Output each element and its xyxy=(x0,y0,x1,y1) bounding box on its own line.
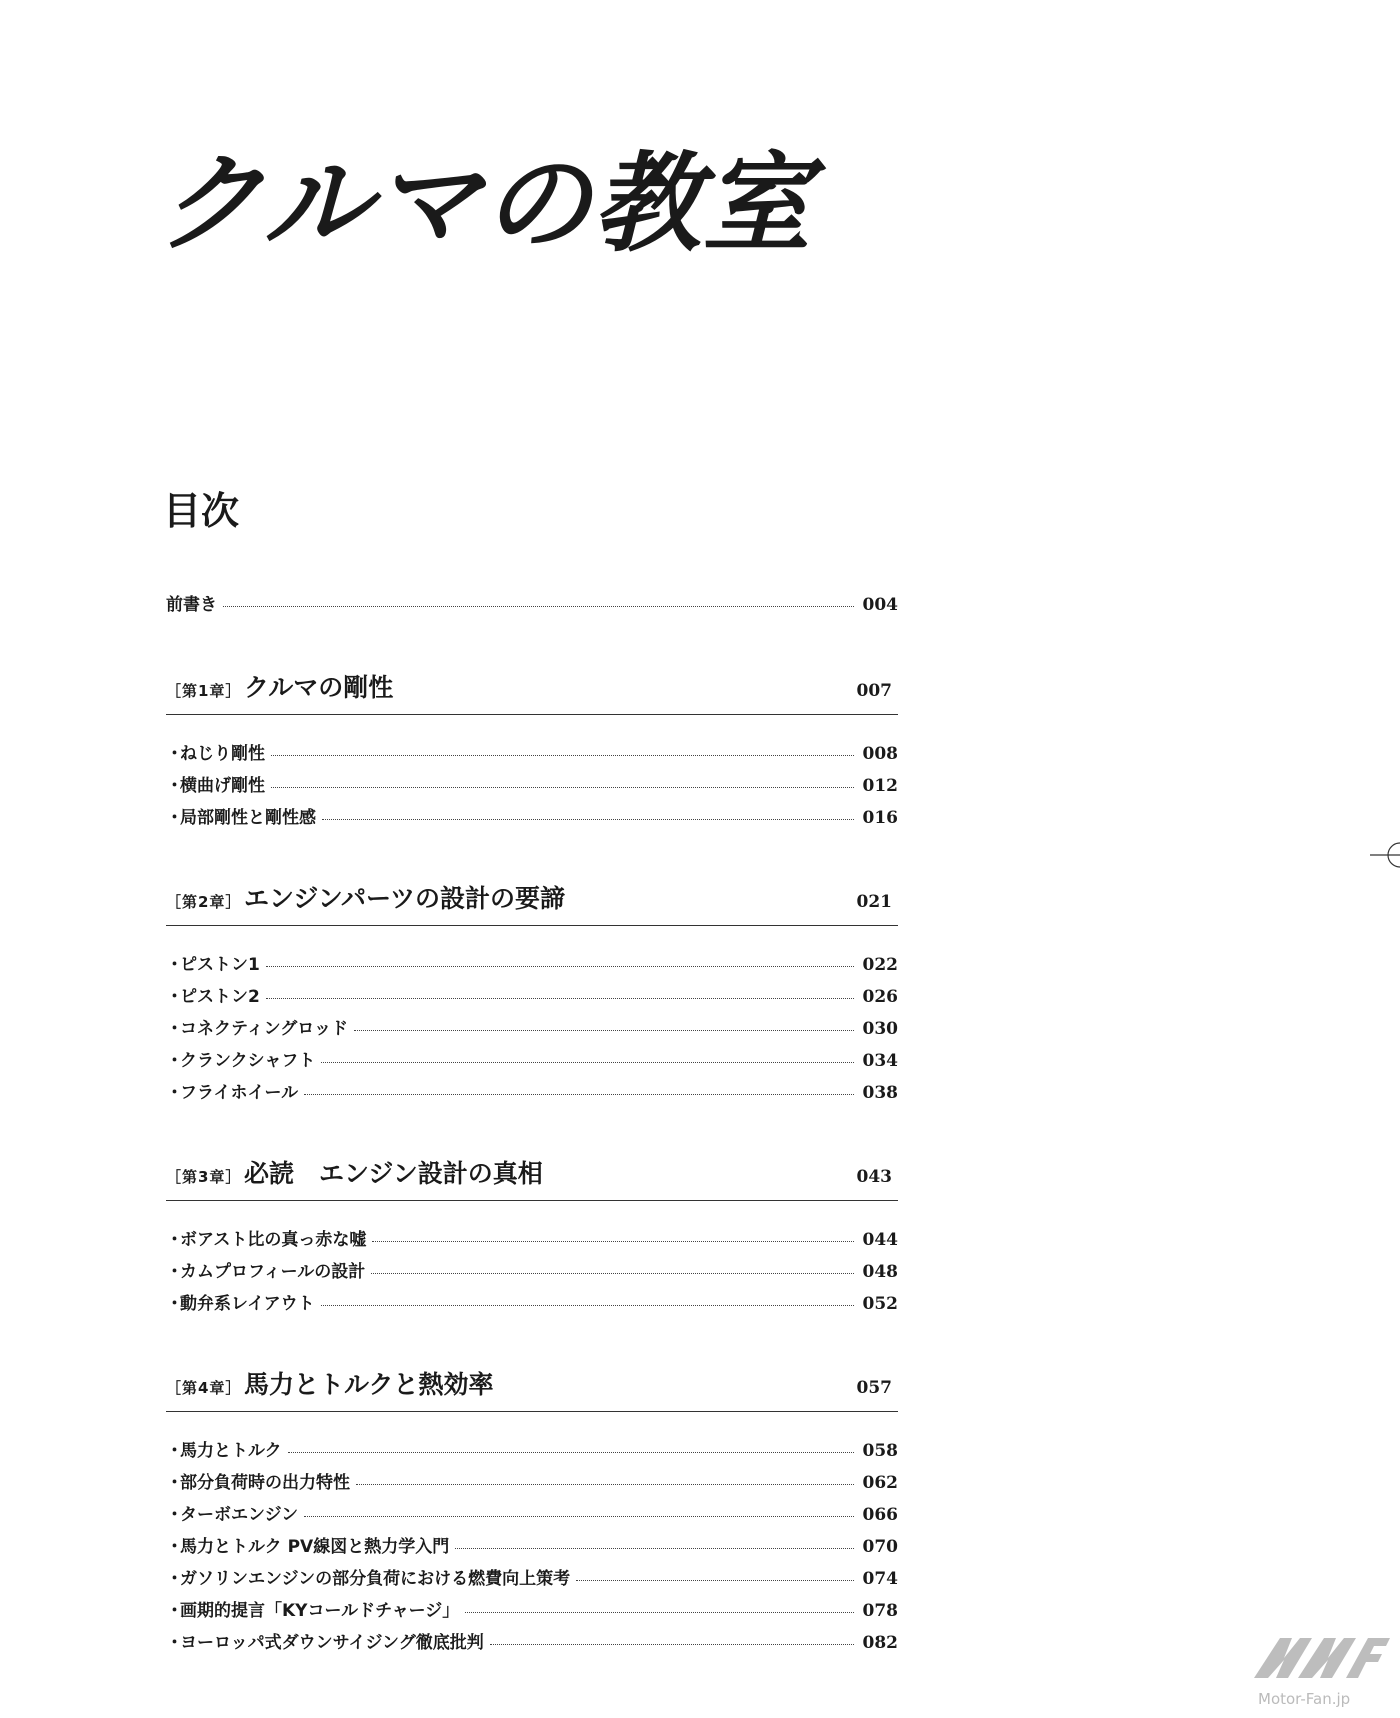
bullet: ・ xyxy=(166,1083,183,1103)
dot-leader xyxy=(372,1241,854,1242)
entry-label: ヨーロッパ式ダウンサイジング徹底批判 xyxy=(180,1633,484,1653)
entry-page: 026 xyxy=(862,987,898,1007)
entry-label: ターボエンジン xyxy=(180,1505,299,1525)
dot-leader xyxy=(304,1094,854,1095)
entry-label: クランクシャフト xyxy=(180,1051,316,1071)
table-of-contents xyxy=(166,590,898,1704)
chapter-list xyxy=(166,668,898,1660)
dot-leader xyxy=(271,787,854,788)
chapter-number: ［第4章］ xyxy=(166,1379,242,1397)
bullet: ・ xyxy=(166,1441,183,1461)
dot-leader xyxy=(576,1580,854,1581)
bullet: ・ xyxy=(166,1569,183,1589)
toc-entry xyxy=(166,1078,898,1110)
chapter-page: 043 xyxy=(856,1167,892,1187)
crop-mark-icon xyxy=(1370,840,1400,870)
entry-page: 038 xyxy=(862,1083,898,1103)
toc-entry xyxy=(166,1628,898,1660)
dot-leader xyxy=(266,966,854,967)
bullet: ・ xyxy=(166,1230,183,1250)
entry-label: ボアスト比の真っ赤な嘘 xyxy=(180,1230,367,1250)
bullet: ・ xyxy=(166,808,183,828)
bullet: ・ xyxy=(166,1537,183,1557)
bullet: ・ xyxy=(166,776,183,796)
toc-heading: 目次 xyxy=(163,488,240,533)
entry-label: ピストン2 xyxy=(180,987,260,1007)
entry-page: 078 xyxy=(862,1601,898,1621)
dot-leader xyxy=(322,819,854,820)
bullet: ・ xyxy=(166,1294,183,1314)
entry-label: 局部剛性と剛性感 xyxy=(180,808,316,828)
entry-page: 004 xyxy=(862,595,898,615)
toc-entry xyxy=(166,950,898,982)
chapter-heading xyxy=(166,879,898,926)
bullet: ・ xyxy=(166,1051,183,1071)
toc-entry xyxy=(166,982,898,1014)
toc-entry xyxy=(166,1046,898,1078)
entry-label: ピストン1 xyxy=(180,955,260,975)
bullet: ・ xyxy=(166,1633,183,1653)
dot-leader xyxy=(304,1516,854,1517)
dot-leader xyxy=(465,1612,854,1613)
toc-entry xyxy=(166,1564,898,1596)
entry-label: 部分負荷時の出力特性 xyxy=(180,1473,350,1493)
entry-label: フライホイール xyxy=(180,1083,299,1103)
entry-page: 022 xyxy=(862,955,898,975)
dot-leader xyxy=(266,998,854,999)
dot-leader xyxy=(288,1452,854,1453)
entry-label: ガソリンエンジンの部分負荷における燃費向上策考 xyxy=(180,1569,571,1589)
bullet: ・ xyxy=(166,1019,183,1039)
entry-label: コネクティングロッド xyxy=(180,1019,348,1039)
entry-page: 016 xyxy=(862,808,898,828)
dot-leader xyxy=(371,1273,854,1274)
toc-entry-preface xyxy=(166,590,898,622)
bullet: ・ xyxy=(166,1505,183,1525)
toc-entry xyxy=(166,1532,898,1564)
dot-leader xyxy=(321,1305,854,1306)
entry-label: 画期的提言「KYコールドチャージ」 xyxy=(180,1601,460,1621)
bullet: ・ xyxy=(166,1601,183,1621)
toc-entry xyxy=(166,1014,898,1046)
bullet: ・ xyxy=(166,987,183,1007)
chapter-title: 馬力とトルクと熱効率 xyxy=(244,1370,494,1399)
toc-entry xyxy=(166,1225,898,1257)
entry-page: 052 xyxy=(862,1294,898,1314)
chapter-page: 057 xyxy=(856,1378,892,1398)
toc-entry xyxy=(166,1500,898,1532)
entry-page: 062 xyxy=(862,1473,898,1493)
entry-label: 馬力とトルク xyxy=(180,1441,282,1461)
toc-entry xyxy=(166,803,898,835)
entry-label: ねじり剛性 xyxy=(180,744,265,764)
chapter-section xyxy=(166,668,898,835)
chapter-section xyxy=(166,1365,898,1660)
chapter-page: 007 xyxy=(856,681,892,701)
dot-leader xyxy=(321,1062,854,1063)
entry-page: 070 xyxy=(862,1537,898,1557)
chapter-title: エンジンパーツの設計の要諦 xyxy=(244,884,566,913)
toc-entry xyxy=(166,1596,898,1628)
entry-page: 034 xyxy=(862,1051,898,1071)
chapter-section xyxy=(166,879,898,1110)
entry-page: 030 xyxy=(862,1019,898,1039)
toc-entry xyxy=(166,1468,898,1500)
chapter-title: 必読 エンジン設計の真相 xyxy=(244,1159,543,1188)
dot-leader xyxy=(455,1548,854,1549)
entry-label: 動弁系レイアウト xyxy=(180,1294,315,1314)
entry-page: 074 xyxy=(862,1569,898,1589)
bullet: ・ xyxy=(166,1473,183,1493)
entry-page: 048 xyxy=(862,1262,898,1282)
toc-entry xyxy=(166,1436,898,1468)
site-watermark: Motor-Fan.jp xyxy=(1258,1690,1351,1708)
book-title: クルマの教室 xyxy=(156,141,813,267)
chapter-heading xyxy=(166,1365,898,1412)
entry-page: 012 xyxy=(862,776,898,796)
bullet: ・ xyxy=(166,955,183,975)
chapter-section xyxy=(166,1154,898,1321)
dot-leader xyxy=(223,606,854,607)
entry-page: 066 xyxy=(862,1505,898,1525)
toc-entry xyxy=(166,1257,898,1289)
chapter-heading xyxy=(166,1154,898,1201)
dot-leader xyxy=(356,1484,854,1485)
entry-label: カムプロフィールの設計 xyxy=(180,1262,366,1282)
chapter-page: 021 xyxy=(856,892,892,912)
toc-entry xyxy=(166,771,898,803)
chapter-heading xyxy=(166,668,898,715)
toc-entry xyxy=(166,1289,898,1321)
entry-page: 082 xyxy=(862,1633,898,1653)
entry-page: 058 xyxy=(862,1441,898,1461)
chapter-title: クルマの剛性 xyxy=(244,673,394,702)
chapter-number: ［第3章］ xyxy=(166,1168,242,1186)
dot-leader xyxy=(490,1644,854,1645)
entry-label: 馬力とトルク PV線図と熱力学入門 xyxy=(180,1537,450,1557)
chapter-number: ［第1章］ xyxy=(166,682,242,700)
entry-label: 横曲げ剛性 xyxy=(180,776,265,796)
entry-label: 前書き xyxy=(166,595,217,615)
dot-leader xyxy=(271,755,854,756)
bullet: ・ xyxy=(166,1262,183,1282)
dot-leader xyxy=(354,1030,854,1031)
entry-page: 044 xyxy=(862,1230,898,1250)
entry-page: 008 xyxy=(862,744,898,764)
chapter-number: ［第2章］ xyxy=(166,893,242,911)
motor-fan-logo-icon xyxy=(1254,1634,1390,1680)
toc-entry xyxy=(166,739,898,771)
bullet: ・ xyxy=(166,744,183,764)
